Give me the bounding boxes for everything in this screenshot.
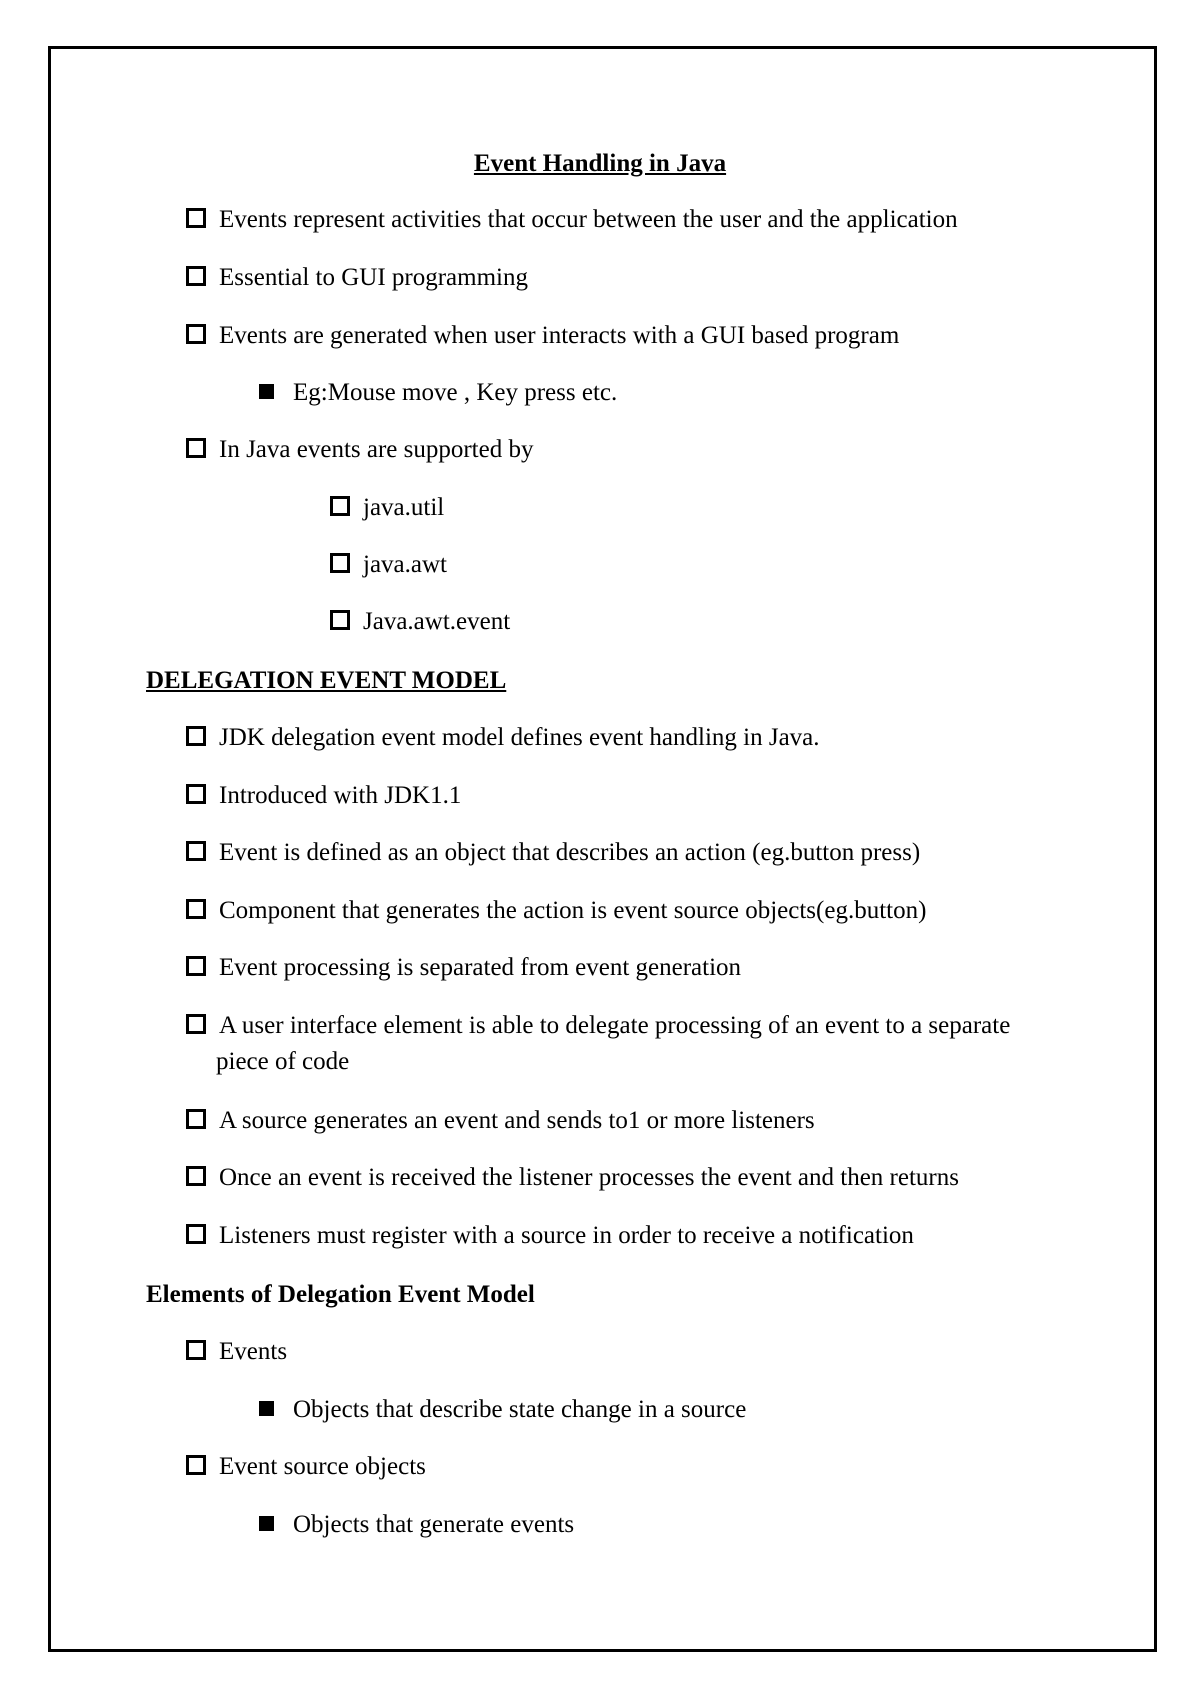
list-item-text: Objects that generate events	[293, 1511, 575, 1538]
hollow-square-bullet-icon	[186, 899, 206, 919]
list-item	[186, 1008, 1046, 1080]
hollow-square-bullet-icon	[330, 553, 350, 573]
hollow-square-bullet-icon	[330, 610, 350, 630]
list-item-text: Event is defined as an object that describes an action (eg.button press)	[219, 839, 921, 866]
list-item	[186, 432, 533, 468]
sub-list-item	[330, 490, 444, 526]
hollow-square-bullet-icon	[186, 208, 206, 228]
hollow-square-bullet-icon	[186, 266, 206, 286]
list-item	[186, 260, 528, 296]
hollow-square-bullet-icon	[186, 956, 206, 976]
sub-list-item	[259, 1507, 574, 1543]
list-item	[186, 1449, 426, 1485]
hollow-square-bullet-icon	[186, 1109, 206, 1129]
sub-list-item	[330, 604, 510, 640]
section-heading: Elements of Delegation Event Model	[146, 1281, 535, 1308]
page-title: Event Handling in Java	[473, 150, 727, 177]
filled-square-bullet-icon	[259, 1401, 274, 1416]
filled-square-bullet-icon	[259, 1516, 274, 1531]
list-item-text: Introduced with JDK1.1	[219, 782, 462, 809]
list-item-text: Once an event is received the listener processes the event and then returns	[219, 1164, 959, 1191]
list-item-text: Component that generates the action is event source objects(eg.button)	[219, 897, 927, 924]
hollow-square-bullet-icon	[186, 784, 206, 804]
hollow-square-bullet-icon	[186, 438, 206, 458]
list-item-text: Objects that describe state change in a source	[293, 1396, 747, 1423]
list-item-text: Listeners must register with a source in order to receive a notification	[219, 1222, 914, 1249]
list-item-text: Events represent activities that occur between the user and the application	[219, 206, 958, 233]
hollow-square-bullet-icon	[186, 1340, 206, 1360]
list-item-text: JDK delegation event model defines event handling in Java.	[219, 724, 820, 751]
list-item	[186, 1160, 959, 1196]
list-item-text: Events are generated when user interacts with a GUI based program	[219, 322, 900, 349]
list-item	[186, 893, 926, 929]
hollow-square-bullet-icon	[186, 1224, 206, 1244]
hollow-square-bullet-icon	[330, 496, 350, 516]
hollow-square-bullet-icon	[186, 1166, 206, 1186]
list-item-text: Event source objects	[219, 1453, 426, 1480]
section-heading: DELEGATION EVENT MODEL	[146, 667, 507, 694]
list-item-text: java.awt	[363, 551, 447, 578]
list-item-text: A user interface element is able to delegate processing of an event to a separate piece of code	[216, 1012, 1011, 1075]
list-item	[186, 720, 820, 756]
list-item	[186, 1334, 287, 1370]
sub-list-item	[259, 1392, 746, 1428]
list-item-text: Events	[219, 1338, 288, 1365]
list-item-text: Eg:Mouse move , Key press etc.	[293, 379, 618, 406]
filled-square-bullet-icon	[259, 384, 274, 399]
list-item-text: Essential to GUI programming	[219, 264, 528, 291]
hollow-square-bullet-icon	[186, 841, 206, 861]
hollow-square-bullet-icon	[186, 324, 206, 344]
list-item-text: In Java events are supported by	[219, 436, 534, 463]
list-item	[186, 778, 461, 814]
sub-list-item	[259, 375, 617, 411]
list-item	[186, 1103, 815, 1139]
list-item-text: java.util	[363, 494, 445, 521]
list-item-text: Event processing is separated from event generation	[219, 954, 742, 981]
list-item	[186, 318, 899, 354]
hollow-square-bullet-icon	[186, 726, 206, 746]
list-item	[186, 202, 958, 238]
hollow-square-bullet-icon	[186, 1455, 206, 1475]
list-item	[186, 1218, 914, 1254]
list-item	[186, 835, 920, 871]
sub-list-item	[330, 547, 447, 583]
list-item-text: A source generates an event and sends to1 or more listeners	[219, 1107, 815, 1134]
hollow-square-bullet-icon	[186, 1014, 206, 1034]
list-item	[186, 950, 741, 986]
list-item-text: Java.awt.event	[363, 608, 511, 635]
